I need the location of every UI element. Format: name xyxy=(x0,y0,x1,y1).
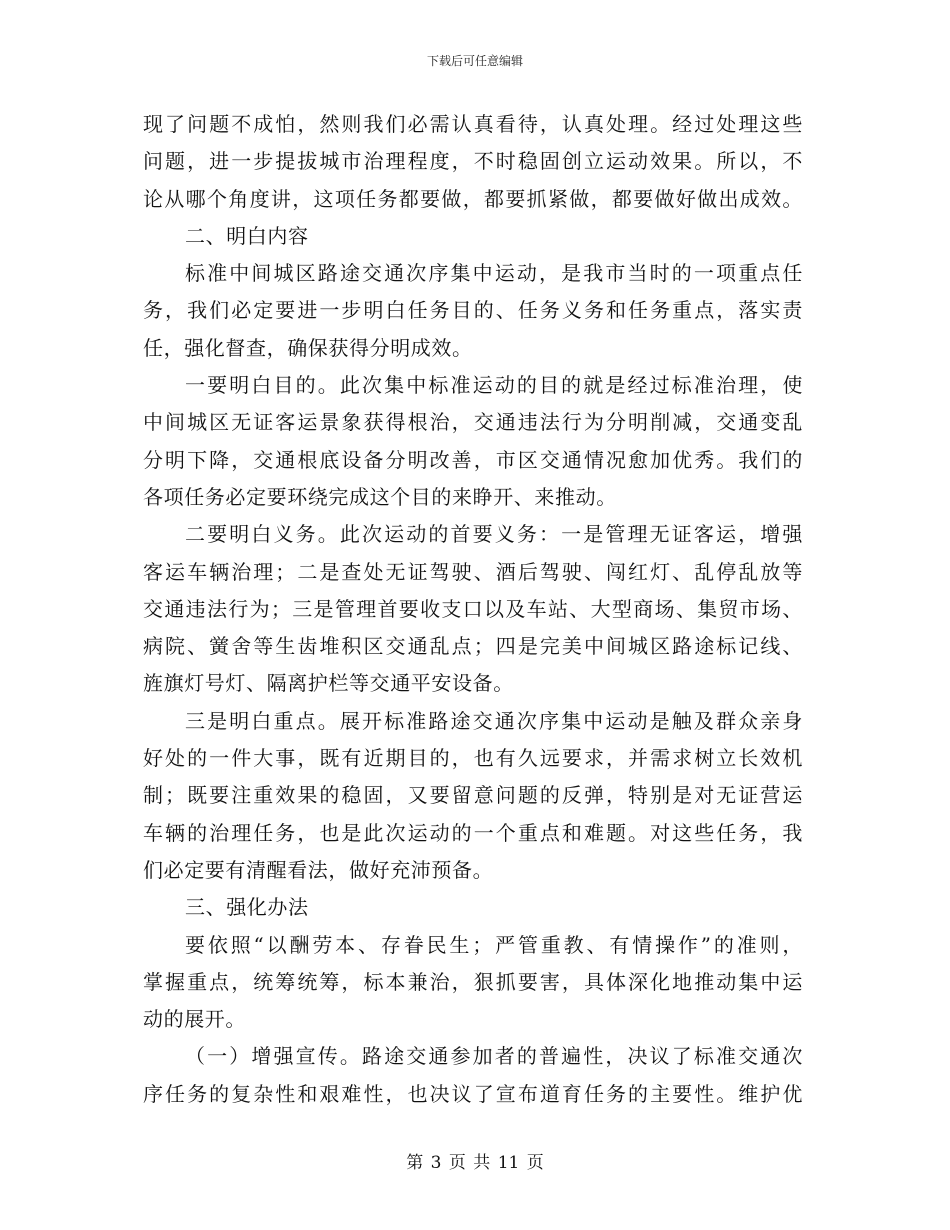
text-line: 论从哪个角度讲，这项任务都要做，都要抓紧做，都要做好做出成效。 xyxy=(143,186,803,211)
text-line: 动的展开。 xyxy=(143,1007,246,1032)
text-line: 三是明白重点。展开标准路途交通次序集中运动是触及群众亲身 xyxy=(185,708,803,733)
text-line: 标准中间城区路途交通次序集中运动，是我市当时的一项重点任 xyxy=(185,261,803,286)
document-body xyxy=(143,106,803,1113)
text-line: 务，我们必定要进一步明白任务目的、任务义务和任务重点，落实责 xyxy=(143,298,803,323)
text-line: 好处的一件大事，既有近期目的，也有久远要求，并需求树立长效机 xyxy=(143,746,803,771)
text-line: 任，强化督查，确保获得分明成效。 xyxy=(143,335,473,360)
text-line: 分明下降，交通根底设备分明改善，市区交通情况愈加优秀。我们的 xyxy=(143,447,803,472)
text-line: 序任务的复杂性和艰难性，也决议了宣布道育任务的主要性。维护优 xyxy=(143,1081,803,1106)
text-line: 一要明白目的。此次集中标准运动的目的就是经过标准治理，使 xyxy=(185,373,803,398)
text-line: 制；既要注重效果的稳固，又要留意问题的反弹，特别是对无证营运 xyxy=(143,783,803,808)
text-line: （一）增强宣传。路途交通参加者的普遍性，决议了标准交通次 xyxy=(185,1044,803,1069)
text-line: 掌握重点，统筹统筹，标本兼治，狠抓要害，具体深化地推动集中运 xyxy=(143,969,803,994)
text-line: 客运车辆治理；二是查处无证驾驶、酒后驾驶、闯红灯、乱停乱放等 xyxy=(143,559,803,584)
text-line: 车辆的治理任务，也是此次运动的一个重点和难题。对这些任务，我 xyxy=(143,820,803,845)
text-line: 交通违法行为；三是管理首要收支口以及车站、大型商场、集贸市场、 xyxy=(143,596,803,621)
text-line: 们必定要有清醒看法，做好充沛预备。 xyxy=(143,857,494,882)
text-line: 二要明白义务。此次运动的首要义务：一是管理无证客运，增强 xyxy=(185,522,803,547)
text-line: 问题，进一步提拔城市治理程度，不时稳固创立运动效果。所以，不 xyxy=(143,149,803,174)
text-line: 二、明白内容 xyxy=(185,223,309,248)
text-line: 各项任务必定要环绕完成这个目的来睁开、来推动。 xyxy=(143,484,617,509)
text-line: 要依照“以酬劳本、存眷民生；严管重教、有情操作”的准则， xyxy=(185,932,803,957)
text-line: 现了问题不成怕，然则我们必需认真看待，认真处理。经过处理这些 xyxy=(143,112,803,136)
text-line: 三、强化办法 xyxy=(185,895,309,920)
text-line: 病院、黉舍等生齿堆积区交通乱点；四是完美中间城区路途标记线、 xyxy=(143,634,803,659)
page-header: 下载后可任意编辑 xyxy=(426,54,523,68)
page-number-footer: 第 3 页 共 11 页 xyxy=(406,1153,544,1173)
text-line: 旌旗灯号灯、隔离护栏等交通平安设备。 xyxy=(143,671,514,696)
text-line: 中间城区无证客运景象获得根治，交通违法行为分明削减，交通变乱 xyxy=(143,410,803,435)
